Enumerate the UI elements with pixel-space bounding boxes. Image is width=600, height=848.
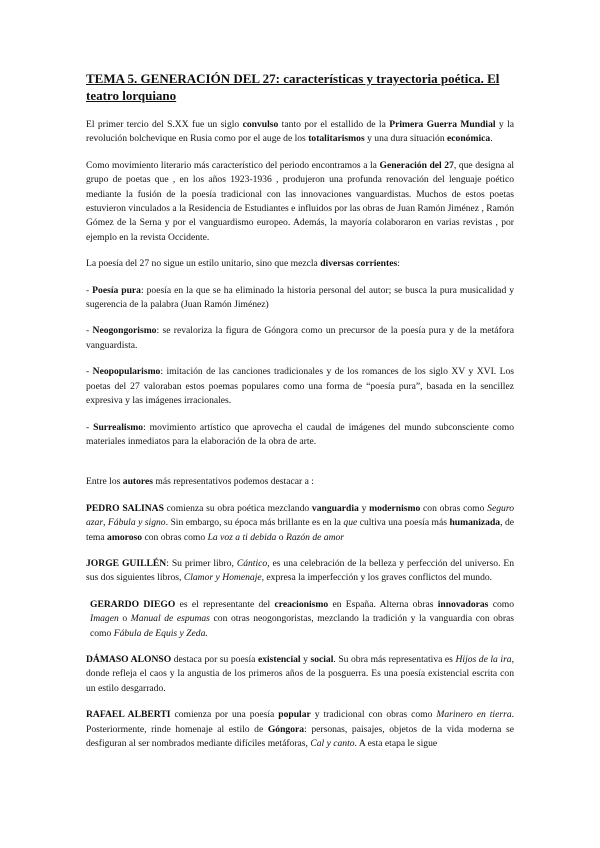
bold-text: convulso (242, 119, 279, 130)
text: : movimiento artístico que aprovecha el caudal de imágenes del mundo subconsciente como materiales inmediatos para la elaboración de la obra de arte. (86, 421, 515, 447)
text: con obras como (420, 502, 488, 514)
text: y una dura situación (364, 133, 448, 145)
bold-text: totalitarismos (308, 133, 365, 145)
bold-text: Surrealismo (93, 421, 144, 433)
bold-text: amoroso (107, 531, 143, 543)
text: comienza por una poesía (170, 709, 279, 721)
spacer (86, 461, 514, 475)
text: más representativos podemos destacar a : (152, 476, 314, 488)
authors-intro-paragraph (86, 475, 514, 489)
author-gerardo-diego (86, 598, 514, 641)
bold-text: modernismo (369, 502, 421, 514)
author-name: GERARDO DIEGO (90, 598, 176, 610)
author-pedro-salinas (86, 502, 514, 545)
work-title: Marinero en tierra (436, 709, 512, 721)
bold-text: Generación del 27 (379, 159, 454, 171)
bold-text: creacionismo (274, 598, 329, 610)
text: : personas, paisajes, objetos de la vida moderna se desfiguran al ser nombrados mediante difíciles metáforas, (86, 723, 515, 749)
current-neopopularismo (86, 365, 514, 408)
text: El primer tercio del S.XX fue un siglo (86, 119, 243, 130)
author-jorge-guillen (86, 557, 514, 586)
text: comienza su obra poética mezclando (163, 502, 312, 514)
author-rafael-alberti (86, 708, 514, 751)
text: : poesía en la que se ha eliminado la historia personal del autor; se busca la pura musicalidad y sugerencia de la palabra (Juan Ramón Jiménez) (86, 284, 514, 311)
text: como (488, 598, 515, 610)
currents-intro-paragraph (86, 257, 514, 271)
bold-text: social (310, 653, 334, 665)
work-title: Clamor y Homenaje (183, 572, 262, 584)
bold-text: humanizada (449, 517, 501, 529)
bold-text: innovadoras (437, 598, 489, 610)
text: , que designa al grupo de poetas que , en los años 1923-1936 , produjeron una profunda renovación del lenguaje poético mediante la fusión de la poesía tradicional con las innovaciones vanguardistas. Muchos de estos poetas estuvieron vinculados a la Residencia de Estudiantes e influidos por las obras de Juan Ramón Jiménez , Ramón Gómez de la Serna y por el vanguardismo europeo. Además, la mayoría colaboraron en varias revistas , por ejemplo en la revista Occidente. (86, 159, 515, 243)
work-title: Fábula de Equis y Zeda. (113, 627, 208, 639)
text: . Su obra más representativa es (333, 653, 456, 665)
text: : imitación de las canciones tradicionales y de los romances de los siglo XV y XVI. Los poetas del 27 valoraban estos poemas populares como una forma de “poesía pura”, basada en la sencillez expresiva y las imágenes irracionales. (86, 366, 515, 407)
current-poesia-pura (86, 284, 514, 313)
text: , expresa la imperfección y los graves conflictos del mundo. (261, 572, 493, 584)
work-title: La voz a ti debida (207, 531, 277, 543)
text: , de tema (86, 517, 514, 543)
text: : se revaloriza la figura de Góngora como un precursor de la poesía pura y de la metáfora vanguardista. (86, 325, 515, 351)
text: Entre los (86, 476, 123, 488)
work-title: Imagen (90, 613, 119, 625)
work-title: Fábula y signo (107, 517, 166, 529)
bold-text: autores (122, 476, 153, 488)
author-name: DÁMASO ALONSO (86, 653, 172, 665)
text: en España. Alterna obras (328, 598, 438, 610)
text: - (86, 421, 94, 433)
text: y (358, 502, 370, 514)
work-title: Cántico (236, 557, 268, 569)
italic-text: que (343, 517, 358, 529)
text: y tradicional con obras como (310, 709, 437, 721)
text: es el representante del (175, 598, 275, 610)
bold-text: vanguardia (311, 502, 359, 514)
author-name: JORGE GUILLÉN (86, 557, 167, 569)
work-title: Seguro azar (86, 502, 514, 529)
bold-text: Neogongorismo (92, 325, 157, 337)
text: o (118, 613, 131, 625)
current-neogongorismo (86, 324, 514, 353)
work-title: Manual de espumas (130, 613, 210, 625)
bold-text: Neopopularismo (92, 366, 161, 378)
text: - (86, 325, 93, 337)
text: - (86, 284, 93, 296)
work-title: Razón de amor (285, 531, 345, 543)
author-damaso-alonso (86, 653, 514, 696)
bold-text: popular (278, 709, 311, 721)
generation-paragraph (86, 159, 514, 245)
text: destaca por su poesía (171, 653, 258, 665)
bold-text: Góngora (267, 723, 305, 735)
text: y la revolución bolchevique en Rusia como por el auge de los (86, 119, 514, 145)
text: La poesía del 27 no sigue un estilo unitario, sino que mezcla (86, 258, 321, 270)
bold-text: Primera Guerra Mundial (389, 119, 496, 130)
current-surrealismo (86, 421, 514, 450)
text: : Su primer libro, (166, 557, 237, 569)
text: y (300, 653, 311, 665)
text: . (490, 133, 493, 145)
text: con obras como (142, 531, 208, 543)
bold-text: Poesía pura (92, 284, 141, 296)
text: cultiva una poesía más (357, 517, 450, 529)
text: Como movimiento literario más característico del periodo encontramos a la (86, 159, 380, 171)
bold-text: económica (447, 133, 491, 145)
text: : (397, 258, 400, 270)
author-name: RAFAEL ALBERTI (86, 709, 171, 721)
text: . A esta etapa le sigue (354, 738, 438, 749)
text: , donde refleja el caos y la angustia de los primeros años de la posguerra. Es una poesía existencial escrita con un estilo desgarrado. (86, 653, 515, 694)
text: . Sin embargo, su época más brillante es en la (165, 517, 344, 529)
text: , (103, 517, 108, 529)
text: tanto por el estallido de la (278, 119, 390, 130)
bold-text: existencial (257, 653, 301, 665)
text: . Posteriormente, rinde homenaje al estilo de (86, 709, 515, 735)
page-title: TEMA 5. GENERACIÓN DEL 27: características y trayectoria poética. El teatro lorquiano (86, 71, 500, 103)
work-title: Cal y canto (310, 738, 355, 749)
bold-text: diversas corrientes (320, 258, 398, 270)
text: o (276, 531, 286, 543)
text: , es una celebración de la belleza y perfección del universo. En sus dos siguientes libros, (86, 557, 515, 584)
intro-paragraph (86, 118, 514, 147)
work-title: Hijos de la ira (455, 653, 512, 665)
text: - (86, 366, 93, 378)
text: con otras neogongoristas, mezclando la tradición y la vanguardia con obras como (90, 613, 515, 639)
author-name: PEDRO SALINAS (86, 502, 164, 514)
